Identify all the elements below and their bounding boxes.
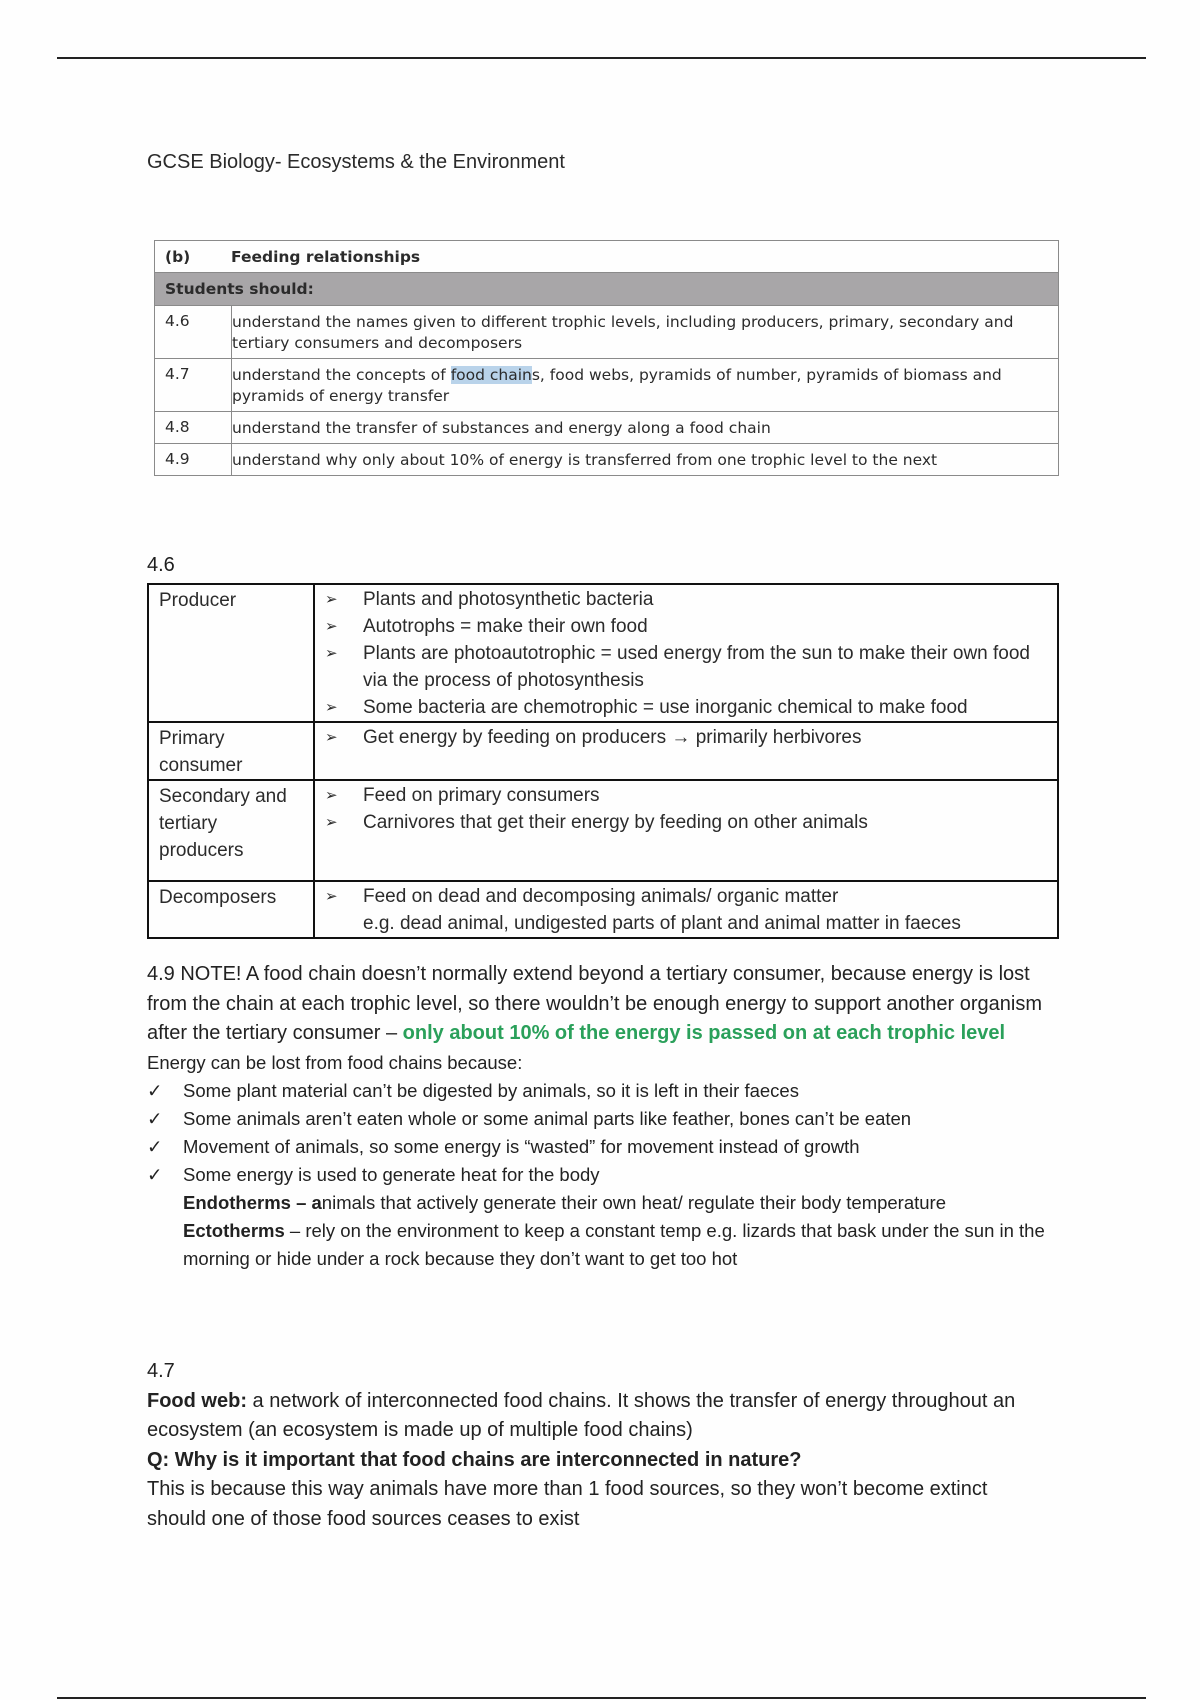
check-icon: ✓ <box>147 1135 163 1157</box>
definition: a network of interconnected food chains. It shows the transfer of energy throughout an ecosystem (an ecosystem is made up of multiple food chains) <box>147 1389 1016 1441</box>
role-name: Primary consumer <box>148 722 314 780</box>
row-number: 4.8 <box>155 412 232 444</box>
arrow-bullet-icon: ➢ <box>325 591 338 608</box>
term: Ectotherms <box>183 1219 285 1241</box>
point: Feed on primary consumers <box>363 785 600 806</box>
selected-text-highlight[interactable]: food chain <box>450 366 532 384</box>
table-row <box>148 881 1058 938</box>
check-icon: ✓ <box>147 1107 163 1129</box>
definition: nimals that actively generate their own heat/ regulate their body temperature <box>321 1191 947 1213</box>
food-web-section <box>147 1357 1047 1534</box>
term: Endotherms – a <box>183 1191 322 1213</box>
row-number: 4.7 <box>155 359 232 412</box>
table-row <box>155 444 1059 476</box>
spec-table <box>154 240 1059 476</box>
reason: Movement of animals, so some energy is “wasted” for movement instead of growth <box>183 1135 860 1157</box>
check-icon: ✓ <box>147 1163 163 1185</box>
point: Some bacteria are chemotrophic = use inorganic chemical to make food <box>363 697 968 718</box>
arrow-bullet-icon: ➢ <box>325 699 338 716</box>
text: understand the concepts of <box>232 366 451 384</box>
row-text <box>232 359 1059 412</box>
section-label: 4.6 <box>147 554 175 576</box>
definition: – rely on the environment to keep a constant temp e.g. lizards that bask under the sun in the morning or hide under a rock because they don’t want to get too hot <box>183 1219 1045 1269</box>
question: Q: Why is it important that food chains are interconnected in nature? <box>147 1448 802 1471</box>
term: Food web: <box>147 1389 247 1412</box>
section-letter: (b) <box>165 248 191 266</box>
arrow-bullet-icon: ➢ <box>325 729 338 746</box>
point: Plants are photoautotrophic = used energy from the sun to make their own food via the process of photosynthesis <box>363 643 1030 691</box>
endotherms-definition <box>147 1189 1047 1217</box>
section-label: 4.7 <box>147 1360 175 1382</box>
row-number: 4.9 <box>155 444 232 476</box>
energy-loss-section <box>147 1049 1047 1273</box>
role-name: Secondary and tertiary producers <box>148 780 314 881</box>
row-text: understand the transfer of substances and energy along a food chain <box>232 412 1059 444</box>
note-section <box>147 960 1047 1273</box>
role-name: Producer <box>148 584 314 722</box>
point: Feed on dead and decomposing animals/ organic matter <box>363 886 839 907</box>
note-paragraph <box>147 960 1047 1049</box>
arrow-bullet-icon: ➢ <box>325 618 338 635</box>
food-web-definition <box>147 1387 1047 1446</box>
table-row <box>155 306 1059 359</box>
students-should: Students should: <box>155 273 1059 306</box>
section-heading: Feeding relationships <box>231 248 421 266</box>
note-highlight: only about 10% of the energy is passed on at each trophic level <box>402 1022 1006 1044</box>
text: s, food webs, pyramids of number, pyramids of biomass and pyramids of energy transfer <box>232 366 1002 405</box>
role-name: Decomposers <box>148 881 314 938</box>
point-continuation: e.g. dead animal, undigested parts of plant and animal matter in faeces <box>363 913 961 934</box>
table-row <box>148 780 1058 881</box>
top-rule <box>57 57 1146 59</box>
answer: This is because this way animals have more than 1 food sources, so they won’t become extinct should one of those food sources ceases to exist <box>147 1478 988 1530</box>
bottom-rule <box>57 1697 1146 1699</box>
row-number: 4.6 <box>155 306 232 359</box>
table-row <box>148 584 1058 722</box>
point: Plants and photosynthetic bacteria <box>363 589 654 610</box>
ectotherms-definition <box>147 1217 1047 1273</box>
row-text: understand the names given to different trophic levels, including producers, primary, secondary and tertiary consumers and decomposers <box>232 306 1059 359</box>
document-title: GCSE Biology- Ecosystems & the Environment <box>147 151 565 173</box>
point: Carnivores that get their energy by feeding on other animals <box>363 812 868 833</box>
row-text: understand why only about 10% of energy is transferred from one trophic level to the next <box>232 444 1059 476</box>
trophic-levels-table <box>147 583 1059 939</box>
point: Get energy by feeding on producers → primarily herbivores <box>363 727 862 748</box>
arrow-bullet-icon: ➢ <box>325 787 338 804</box>
arrow-bullet-icon: ➢ <box>325 814 338 831</box>
table-row <box>155 359 1059 412</box>
energy-loss-intro: Energy can be lost from food chains because: <box>147 1051 523 1073</box>
check-icon: ✓ <box>147 1079 163 1101</box>
arrow-bullet-icon: ➢ <box>325 645 338 662</box>
point: Autotrophs = make their own food <box>363 616 648 637</box>
table-row <box>155 412 1059 444</box>
table-row <box>148 722 1058 780</box>
reason: Some energy is used to generate heat for the body <box>183 1163 600 1185</box>
reason: Some plant material can’t be digested by animals, so it is left in their faeces <box>183 1079 799 1101</box>
note-text: 4.9 NOTE! A food chain doesn’t normally extend beyond a tertiary consumer, because energy is lost from the chain at each trophic level, so there wouldn’t be enough energy to support another organism after the tertiary consumer – <box>147 963 1042 1044</box>
reason: Some animals aren’t eaten whole or some animal parts like feather, bones can’t be eaten <box>183 1107 912 1129</box>
arrow-bullet-icon: ➢ <box>325 888 338 905</box>
